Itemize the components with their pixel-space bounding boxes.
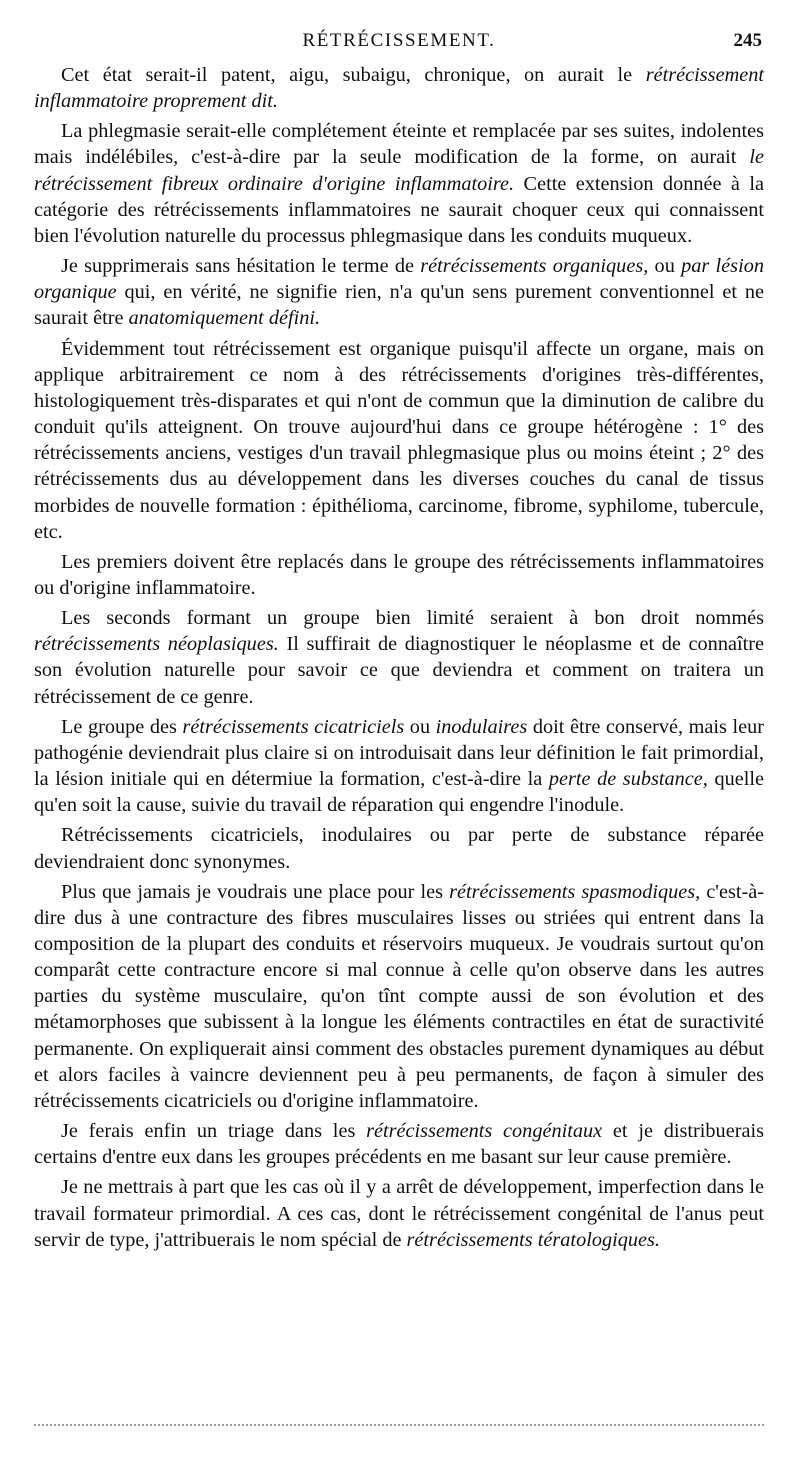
italic-term: rétrécissements néoplasiques.: [34, 633, 279, 656]
italic-term: rétrécissements tératologiques.: [406, 1228, 661, 1251]
body-text: [34, 62, 764, 1253]
page-header: [34, 30, 764, 58]
paragraph: [34, 253, 764, 331]
paragraph: [34, 1118, 764, 1170]
italic-term: rétrécissements organiques,: [420, 255, 649, 278]
paragraph: [34, 336, 764, 545]
text-run: et je distribuerais certains d'entre eux dans les groupes précédents en me basant sur leur cause première.: [34, 1120, 764, 1169]
text-run: qui, en vérité, ne signifie rien, n'a qu'un sens purement conventionnel et ne saurait être: [34, 281, 764, 330]
italic-term: anatomiquement défini.: [128, 307, 321, 330]
text-run: Cet état serait-il patent, aigu, subaigu, chronique, on aurait le: [61, 64, 646, 86]
paragraph: [34, 879, 764, 1114]
italic-term: par lésion organique: [34, 255, 764, 304]
text-run: Je ne mettrais à part que les cas où il y a arrêt de développement, imperfection dans le travail formateur primordial. A ces cas, dont le rétrécissement congénital de l'anus peut servir de type, j'attribuerais le nom spécial de: [34, 1176, 764, 1251]
footer-rule: [34, 1424, 764, 1426]
running-title: RÉTRÉCISSEMENT.: [302, 30, 496, 51]
text-run: ou: [404, 715, 436, 738]
italic-term: le rétrécissement fibreux ordinaire d'origine inflammatoire.: [34, 146, 764, 195]
italic-term: rétrécissements congénitaux: [366, 1120, 603, 1143]
text-run: Je supprimerais sans hésitation le terme de: [61, 255, 421, 278]
text-run: Les premiers doivent être replacés dans le groupe des rétrécissements inflammatoires ou d'origine inflammatoire.: [34, 550, 764, 599]
paragraph: [34, 549, 764, 601]
italic-term: perte de substance,: [548, 768, 708, 791]
text-run: Cette extension donnée à la catégorie des rétrécissements inflammatoires ne saurait choquer ceux qui connaissent bien l'évolution naturelle du processus phlegmasique dans les conduits muqueux.: [34, 172, 764, 247]
paragraph: [34, 714, 764, 819]
paragraph: [34, 822, 764, 874]
text-run: Plus que jamais je voudrais une place pour les: [61, 880, 450, 903]
text-run: Les seconds formant un groupe bien limité seraient à bon droit nommés: [61, 607, 764, 630]
text-run: Évidemment tout rétrécissement est organique puisqu'il affecte un organe, mais on applique arbitrairement ce nom à des rétrécissements d'origines très-différentes, histologiquement très-disparates et qui n'ont de commun que la diminution de calibre du conduit qu'ils atteignent. On trouve aujourd'hui dans ce groupe hétérogène : 1° des rétrécissements anciens, vestiges d'un travail phlegmasique plus ou moins éteint ; 2° des rétrécissements dus au développement dans les diverses couches du canal de tissus morbides de nouvelle formation : épithélioma, carcinome, fibrome, syphilome, tubercule, etc.: [34, 337, 764, 543]
page-number: 245: [733, 30, 762, 51]
paragraph: [34, 118, 764, 249]
text-run: Je ferais enfin un triage dans les: [61, 1120, 367, 1143]
text-run: doit être conservé, mais leur pathogénie deviendrait plus claire si on introduisait dans leur définition le fait primordial, la lésion initiale qui en détermiue la formation, c'est-à-dire la: [34, 715, 764, 791]
text-run: c'est-à-dire dus à une contracture des fibres musculaires lisses ou striées qui entrent dans la composition de la plupart des conduits et réservoirs muqueux. Je voudrais surtout qu'on comparât cette contracture encore si mal connue à celle qu'on observe dans les autres parties du système musculaire, qu'on tînt compte aussi de son évolution et des métamorphoses que subissent à la longue les éléments contractiles en état de suractivité permanente. On expliquerait ainsi comment des obstacles purement dynamiques au début et alors faciles à vaincre deviennent peu à peu permanents, de façon à simuler des rétrécissements cicatriciels ou d'origine inflammatoire.: [34, 880, 765, 1112]
text-run: Il suffirait de diagnostiquer le néoplasme et de connaître son évolution naturelle pour savoir ce que deviendra et comment on traitera un rétrécissement de ce genre.: [34, 633, 764, 708]
paragraph: [34, 605, 764, 710]
text-run: Le groupe des: [61, 715, 183, 738]
italic-term: rétrécissement inflammatoire proprement dit.: [34, 64, 764, 113]
text-run: ou: [648, 255, 682, 278]
italic-term: inodulaires: [435, 715, 528, 738]
paragraph: [34, 62, 764, 114]
text-run: Rétrécissements cicatriciels, inodulaires ou par perte de substance réparée deviendraient donc synonymes.: [34, 824, 764, 873]
italic-term: rétrécissements cicatriciels: [182, 715, 405, 738]
paragraph: [34, 1174, 764, 1252]
italic-term: rétrécissements spasmodiques,: [449, 880, 701, 903]
text-run: quelle qu'en soit la cause, suivie du travail de réparation qui engendre l'inodule.: [34, 768, 765, 817]
text-run: La phlegmasie serait-elle complétement éteinte et remplacée par ses suites, indolentes mais indélébiles, c'est-à-dire par la seule modification de la forme, on aurait: [34, 120, 764, 169]
